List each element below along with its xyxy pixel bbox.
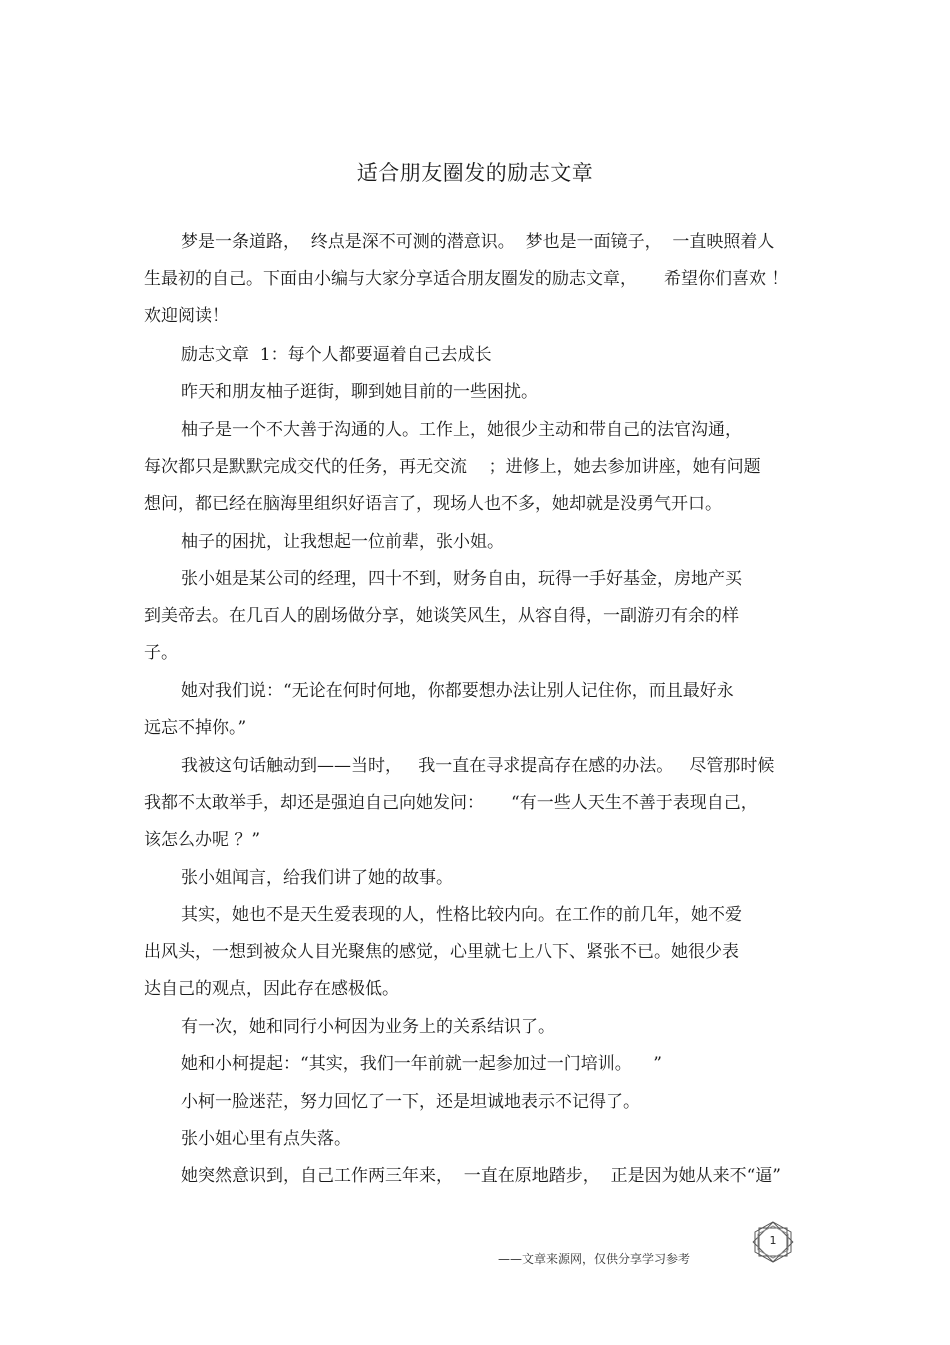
paragraph-line: 到美帝去。在几百人的剧场做分享，她谈笑风生，从容自得，一副游刃有余的样 [144,606,739,626]
paragraph-line: 昨天和朋友柚子逛街，聊到她目前的一些困扰。 [181,382,538,402]
paragraph-line: 我被这句话触动到——当时， 我一直在寻求提高存在感的办法。 尽管那时候 [181,756,775,776]
paragraph-line: 生最初的自己。下面由小编与大家分享适合朋友圈发的励志文章， 希望你们喜欢 ！ [144,269,789,289]
paragraph-line: 梦是一条道路， 终点是深不可测的潜意识。 梦也是一面镜子， 一直映照着人 [181,232,775,252]
paragraph-line: 欢迎阅读！ [144,306,229,326]
paragraph-line: 出风头，一想到被众人目光聚焦的感觉，心里就七上八下、紧张不已。她很少表 [144,942,739,962]
page-number: 1 [769,1234,777,1247]
paragraph-line: 张小姐心里有点失落。 [181,1129,351,1149]
section-heading: 励志文章 1：每个人都要逼着自己去成长 [181,345,492,365]
paragraph-line: 每次都只是默默完成交代的任务，再无交流 ；进修上，她去参加讲座，她有问题 [144,457,761,477]
paragraph-line: 达自己的观点，因此存在感极低。 [144,979,399,999]
paragraph-line: 张小姐闻言，给我们讲了她的故事。 [181,868,453,888]
paragraph-line: 想问，都已经在脑海里组织好语言了，现场人也不多，她却就是没勇气开口。 [144,494,722,514]
paragraph-line: 有一次，她和同行小柯因为业务上的关系结识了。 [181,1017,555,1037]
paragraph-line: 子。 [144,643,178,663]
paragraph-line: 柚子的困扰，让我想起一位前辈，张小姐。 [181,532,504,552]
paragraph-line: 我都不太敢举手，却还是强迫自己向她发问： “有一些人天生不善于表现自己， [144,793,758,813]
paragraph-line: 她突然意识到，自己工作两三年来， 一直在原地踏步， 正是因为她从来不“逼” [181,1166,781,1186]
paragraph-line: 她对我们说：“无论在何时何地，你都要想办法让别人记住你，而且最好永 [181,681,734,701]
paragraph-line: 该怎么办呢 ？” [144,830,261,850]
paragraph-line: 柚子是一个不大善于沟通的人。工作上，她很少主动和带自己的法官沟通， [181,420,742,440]
paragraph-line: 张小姐是某公司的经理，四十不到，财务自由，玩得一手好基金，房地产买 [181,569,742,589]
paragraph-line: 小柯一脸迷茫，努力回忆了一下，还是坦诚地表示不记得了。 [181,1092,640,1112]
paragraph-line: 她和小柯提起：“其实，我们一年前就一起参加过一门培训。 ” [181,1054,662,1074]
document-title: 适合朋友圈发的励志文章 [356,161,594,185]
footer-source-note: ——文章来源网，仅供分享学习参考 [498,1252,691,1266]
paragraph-line: 其实，她也不是天生爱表现的人，性格比较内向。在工作的前几年，她不爱 [181,905,742,925]
paragraph-line: 远忘不掉你。” [144,718,247,738]
